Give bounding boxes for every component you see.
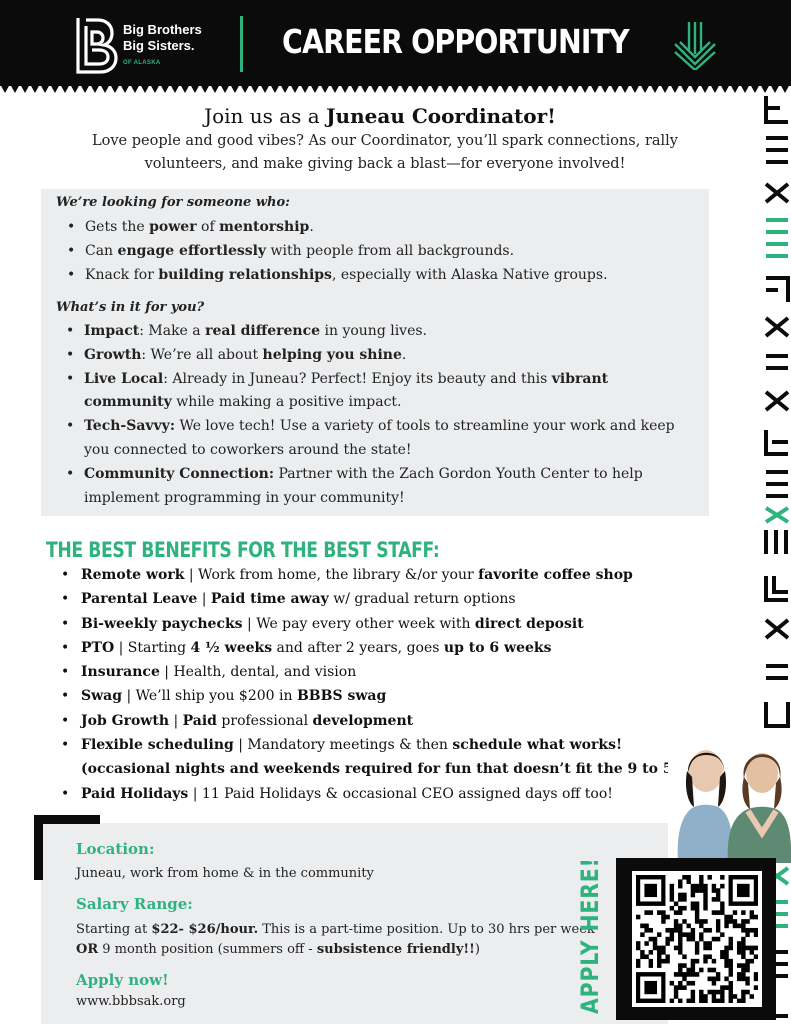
list-item [81, 782, 701, 806]
item-bold: Paid [182, 712, 217, 729]
salary-rate: $22- $26/hour. [151, 922, 259, 937]
list-item [85, 264, 695, 288]
item-text: | 11 Paid Holidays & occasional CEO assigned days off too! [188, 785, 613, 802]
in-it-heading: What’s in it for you? [56, 300, 205, 315]
item-text: | Health, dental, and vision [159, 664, 357, 681]
item-bold: Flexible scheduling [81, 737, 234, 754]
list-item [84, 415, 694, 463]
item-bold: Impact [84, 323, 140, 339]
list-item [84, 368, 694, 416]
benefits-list [81, 563, 701, 806]
item-text: | Starting [114, 639, 191, 656]
item-text: professional [216, 712, 313, 729]
item-bold: Tech-Savvy: [84, 418, 175, 435]
staff-photo-icon [668, 733, 791, 863]
location-text: Juneau, work from home & in the community [76, 866, 374, 881]
list-item [81, 587, 701, 611]
item-bold: Community Connection: [84, 465, 274, 482]
item-text: | Work from home, the library &/or your [184, 567, 479, 583]
item-bold: Paid time away [210, 591, 329, 608]
item-bold: Bi-weekly paychecks [81, 615, 243, 632]
item-bold: Job Growth [81, 712, 169, 729]
item-bold: BBBS swag [296, 688, 387, 705]
salary-part: This is a part-time position. Up to 30 hrs per week [258, 922, 595, 937]
location-label: Location: [76, 840, 155, 858]
item-bold: engage effortlessly [117, 242, 267, 259]
looking-for-list [85, 216, 695, 287]
item-bold: building relationships [158, 266, 332, 283]
logo-line-2: Big Sisters. [123, 38, 195, 53]
intro-title-prefix: Join us as a [204, 104, 327, 128]
list-item [81, 612, 701, 636]
item-text: Gets the [85, 219, 150, 235]
salary-subsistence: subsistence friendly!! [316, 942, 475, 957]
salary-part: Starting at [76, 922, 152, 937]
item-text: Knack for [85, 266, 159, 283]
item-bold: Swag [81, 688, 123, 705]
item-text: We love tech! Use a variety of tools to streamline your work and keep you connected to coworkers around the state! [84, 418, 675, 458]
salary-or: OR [76, 942, 99, 957]
logo-sub: OF ALASKA [123, 60, 161, 66]
list-item [81, 636, 701, 660]
list-item [84, 344, 694, 368]
logo-line-1: Big Brothers [123, 22, 202, 37]
logo-text [123, 22, 202, 54]
apply-label: Apply now! [76, 971, 169, 989]
apply-url-link[interactable]: www.bbbsak.org [76, 994, 186, 1009]
item-bold: Growth [84, 346, 142, 363]
item-bold: development [312, 712, 414, 729]
bbbs-logo-icon [74, 16, 120, 74]
item-text: | Mandatory meetings & then [233, 737, 453, 754]
list-item [81, 709, 701, 733]
item-text: : Make a [139, 323, 206, 339]
item-bold: Remote work [81, 567, 185, 583]
chevron-down-arrow-icon [672, 20, 718, 70]
item-bold: schedule what works! (occasional nights and weekends required for fun that doesn’t fit the 9 to 5) [81, 737, 680, 778]
looking-for-heading: We’re looking for someone who: [56, 195, 290, 210]
intro-title-bold: Juneau Coordinator! [326, 104, 556, 128]
item-text: : Already in Juneau? Perfect! Enjoy its beauty and this [163, 370, 552, 387]
list-item [81, 563, 701, 587]
item-text: . [401, 346, 407, 363]
salary-part: 9 month position (summers off - [98, 942, 317, 957]
qr-code-icon[interactable] [636, 875, 758, 1003]
item-text: . [309, 219, 314, 235]
item-text: Partner with the Zach Gordon Youth Center to help implement programming in your community! [84, 465, 643, 506]
item-text: w/ gradual return options [328, 591, 516, 608]
item-bold: Live Local [84, 370, 164, 387]
apply-here-text: APPLY HERE! [576, 857, 604, 1014]
item-text: | [169, 712, 183, 729]
item-text: : We’re all about [141, 346, 263, 363]
header-zigzag-edge [0, 84, 791, 94]
item-text: in young lives. [320, 323, 428, 339]
list-item [85, 216, 695, 240]
item-bold: up to 6 weeks [443, 639, 552, 656]
list-item [84, 463, 694, 511]
item-text: while making a positive impact. [171, 394, 402, 411]
intro-text: Love people and good vibes? As our Coordinator, you’ll spark connections, rally volunteers, and make giving back a blast—for everyone involved! [91, 133, 678, 172]
item-text: | We’ll ship you $200 in [122, 688, 297, 705]
item-text: and after 2 years, goes [272, 639, 444, 656]
item-bold: Insurance [81, 664, 160, 681]
page-title: CAREER OPPORTUNITY [282, 22, 629, 61]
item-bold: mentorship [219, 219, 310, 235]
item-text: with people from all backgrounds. [266, 242, 515, 259]
item-bold: Paid Holidays [81, 785, 189, 802]
item-bold: power [149, 219, 197, 235]
header-bar [0, 0, 791, 86]
header-divider [240, 16, 243, 72]
intro-title [0, 104, 760, 128]
item-text: of [196, 219, 220, 235]
requirements-panel [41, 189, 709, 516]
item-bold: vibrant community [84, 370, 609, 411]
list-item [84, 320, 694, 344]
item-bold: helping you shine [262, 346, 402, 363]
salary-text [76, 920, 596, 960]
item-bold: PTO [81, 639, 115, 656]
salary-part: ) [474, 942, 480, 957]
list-item [81, 684, 701, 708]
item-bold: 4 ½ weeks [190, 639, 273, 656]
salary-label: Salary Range: [76, 895, 193, 913]
in-it-list [84, 320, 694, 510]
list-item [81, 660, 701, 684]
benefits-title: THE BEST BENEFITS FOR THE BEST STAFF: [46, 538, 440, 562]
item-text: | We pay every other week with [242, 615, 475, 632]
list-item [85, 240, 695, 264]
item-bold: favorite coffee shop [478, 567, 633, 583]
list-item [81, 733, 701, 782]
item-bold: Parental Leave [81, 591, 198, 608]
item-text: Can [85, 242, 118, 259]
item-text: , especially with Alaska Native groups. [331, 266, 608, 283]
item-text: | [197, 591, 211, 608]
item-bold: real difference [205, 323, 321, 339]
item-bold: direct deposit [474, 615, 584, 632]
